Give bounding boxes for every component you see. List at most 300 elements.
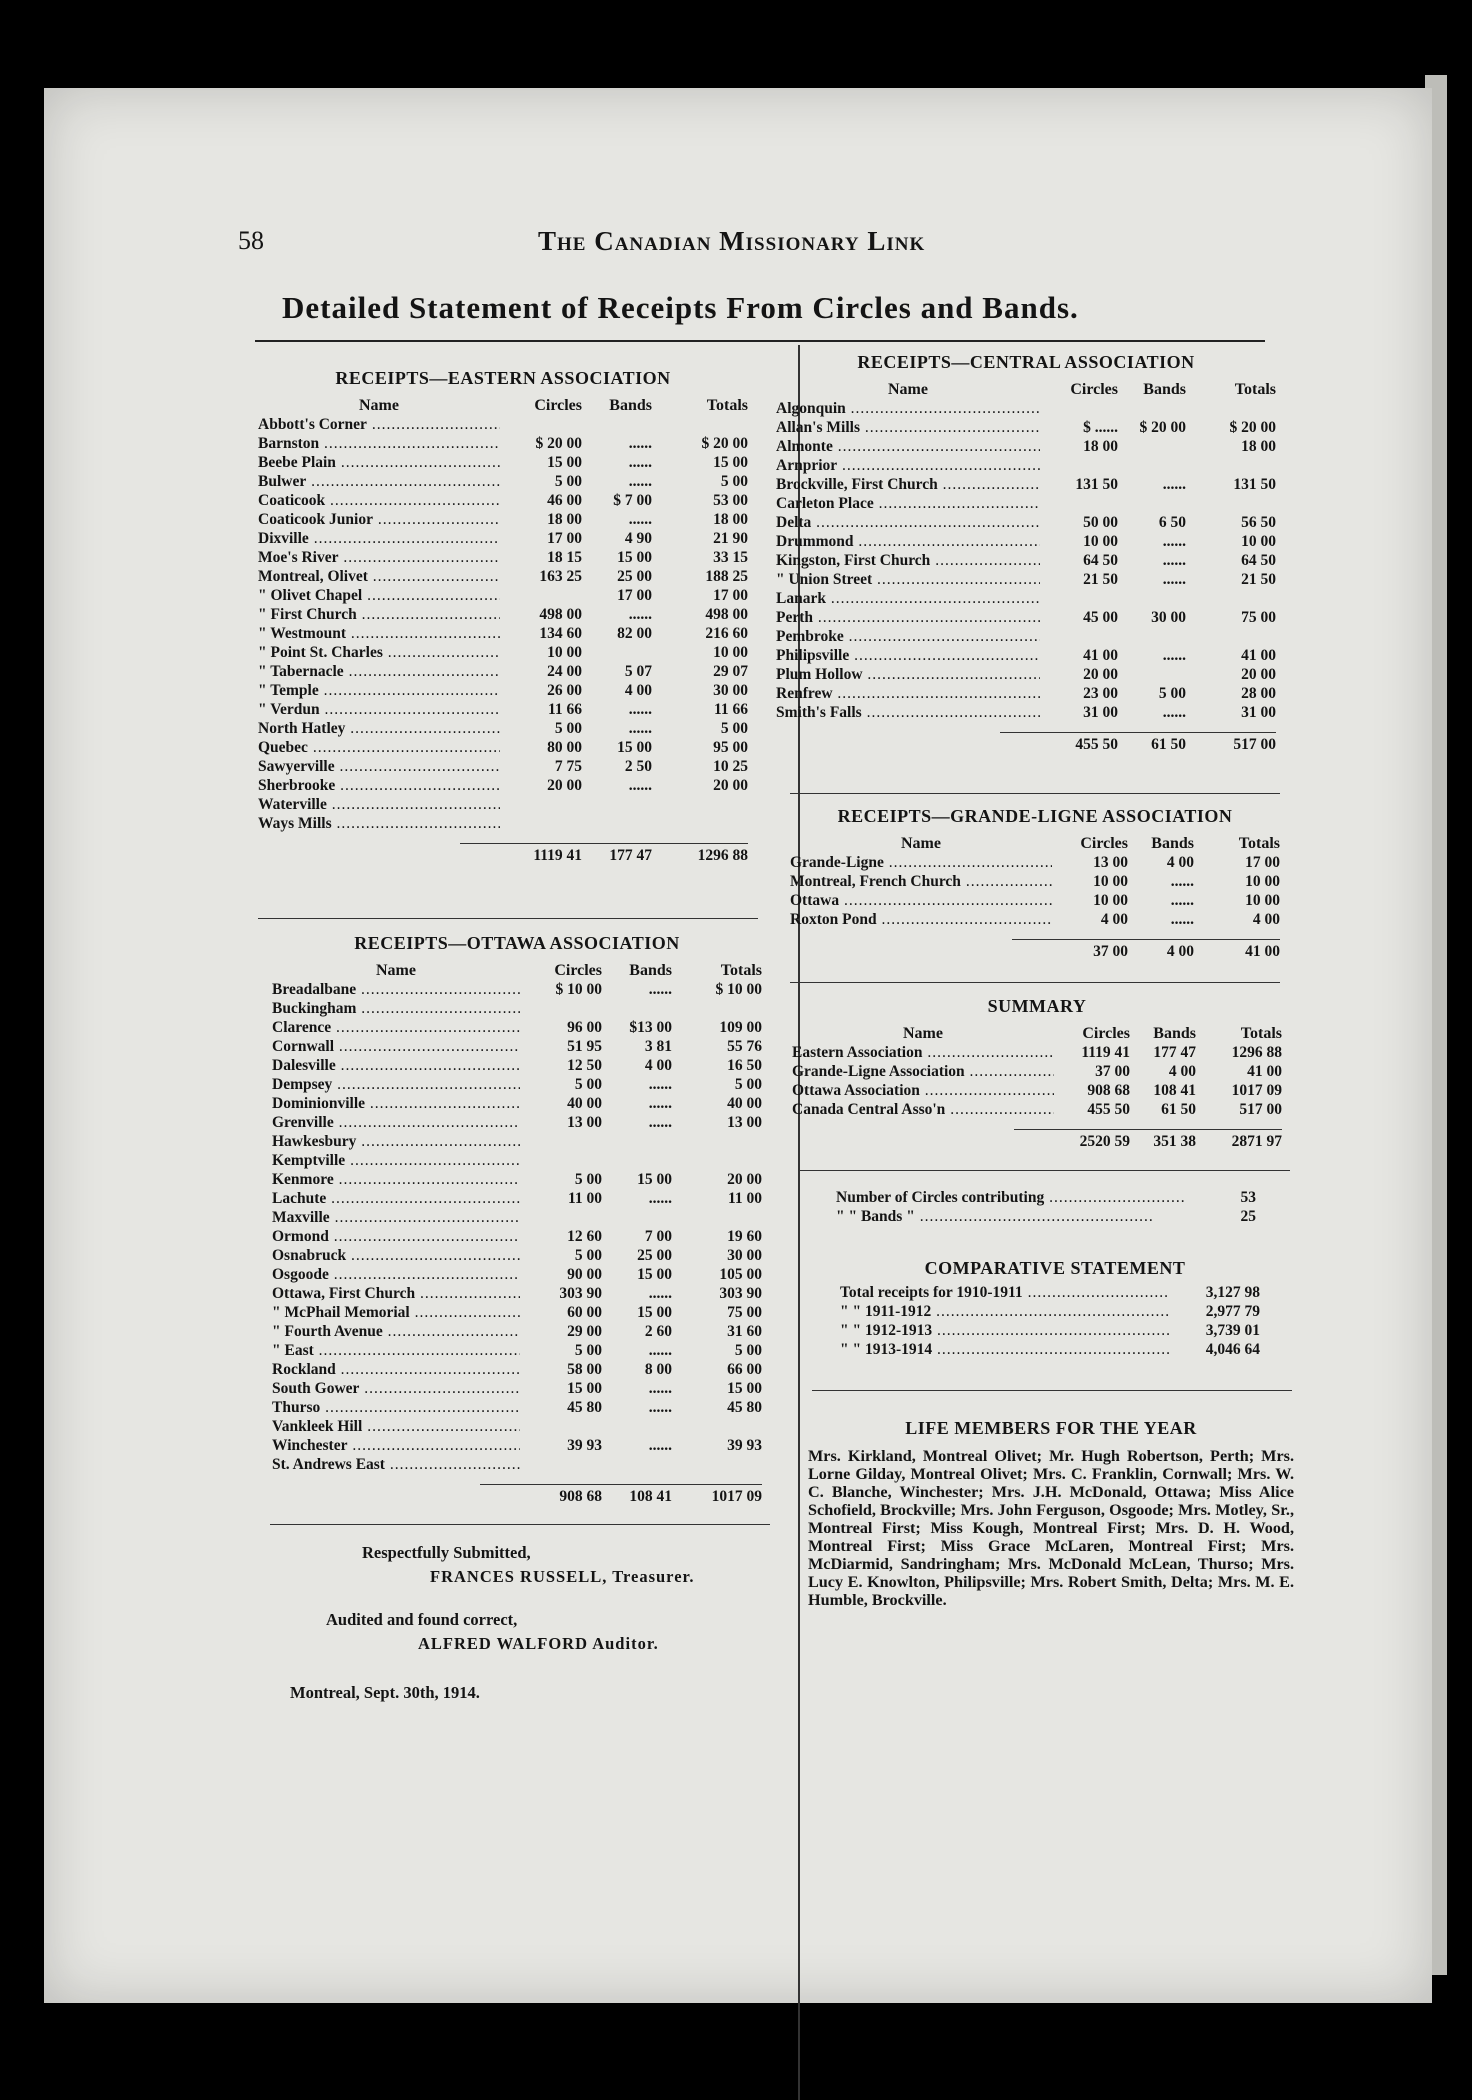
row-amount: 11 66 — [713, 701, 748, 718]
row-amount: 51 95 — [567, 1038, 602, 1055]
row-amount — [602, 1455, 672, 1474]
row-amount: ...... — [648, 1114, 672, 1131]
table-header — [272, 958, 762, 980]
table-row — [258, 586, 748, 605]
table-row — [776, 437, 1276, 456]
audited-line: Audited and found correct, — [326, 1610, 518, 1629]
row-amount: $ 10 00 — [555, 981, 602, 998]
row-amount: ...... — [648, 1285, 672, 1302]
table-row — [258, 434, 748, 453]
row-amount: ...... — [1162, 533, 1186, 550]
table-row — [272, 1018, 762, 1037]
total-amount: 517 00 — [1233, 736, 1276, 753]
table-row — [272, 1189, 762, 1208]
column-header: Name — [901, 835, 941, 852]
row-amount: ...... — [648, 1342, 672, 1359]
row-amount: 109 00 — [719, 1019, 762, 1036]
table-row — [258, 491, 748, 510]
row-name: Barnston ..... — [258, 434, 500, 453]
row-amount: 216 60 — [705, 625, 748, 642]
row-amount: 5 00 — [574, 1076, 602, 1093]
row-amount — [652, 415, 748, 434]
row-name: Dominionville ..... — [272, 1094, 520, 1113]
total-amount: 4 00 — [1166, 943, 1194, 960]
row-amount: ...... — [1162, 476, 1186, 493]
row-amount: 4 90 — [624, 530, 652, 547]
table-row — [776, 627, 1276, 646]
row-amount: 40 00 — [727, 1095, 762, 1112]
section-rule — [258, 918, 758, 919]
table-row — [790, 872, 1280, 891]
comparative-row — [840, 1302, 1270, 1321]
row-name: Perth ..... — [776, 608, 1040, 627]
row-amount: ...... — [1162, 552, 1186, 569]
row-amount: 90 00 — [567, 1266, 602, 1283]
table-row — [258, 624, 748, 643]
auditor-line: ALFRED WALFORD Auditor. — [418, 1634, 659, 1653]
row-name: Philipsville ..... — [776, 646, 1040, 665]
date-line: Montreal, Sept. 30th, 1914. — [290, 1683, 480, 1702]
table-row — [258, 605, 748, 624]
total-amount: 108 41 — [629, 1488, 672, 1505]
row-amount: 17 00 — [1245, 854, 1280, 871]
row-amount: 15 00 — [567, 1380, 602, 1397]
row-amount: 61 50 — [1161, 1101, 1196, 1118]
row-amount: $ 20 00 — [535, 435, 582, 452]
row-amount: 64 50 — [1241, 552, 1276, 569]
row-amount: $ 20 00 — [1229, 419, 1276, 436]
total-spacer — [258, 844, 500, 868]
circles-count-value: 53 — [1240, 1189, 1256, 1206]
table-row — [792, 1081, 1282, 1100]
row-amount: 45 00 — [1083, 609, 1118, 626]
comparative-statement — [840, 1258, 1270, 1359]
row-amount: 95 00 — [713, 739, 748, 756]
row-amount — [672, 1151, 762, 1170]
row-amount: 5 00 — [554, 720, 582, 737]
comparative-row — [840, 1321, 1270, 1340]
row-amount: 80 00 — [547, 739, 582, 756]
table-header — [790, 831, 1280, 853]
row-amount: 7 00 — [644, 1228, 672, 1245]
row-name: Ormond ..... — [272, 1227, 520, 1246]
row-amount: 21 90 — [713, 530, 748, 547]
row-name: Kingston, First Church ..... — [776, 551, 1040, 570]
row-amount: 131 50 — [1075, 476, 1118, 493]
row-amount: 20 00 — [713, 777, 748, 794]
row-amount: 10 00 — [1241, 533, 1276, 550]
table-row — [776, 418, 1276, 437]
row-amount: 15 00 — [727, 1380, 762, 1397]
row-amount: 498 00 — [539, 606, 582, 623]
row-amount: 5 00 — [720, 473, 748, 490]
table-row — [272, 1436, 762, 1455]
row-name: Renfrew ..... — [776, 684, 1040, 703]
total-amount: 1296 88 — [697, 847, 748, 864]
table-row — [272, 1056, 762, 1075]
row-name: Ottawa ..... — [790, 891, 1052, 910]
column-header: Circles — [554, 962, 602, 979]
row-amount: 10 00 — [547, 644, 582, 661]
table-row — [258, 757, 748, 776]
row-amount: 455 50 — [1087, 1101, 1130, 1118]
row-name: " Tabernacle ..... — [258, 662, 500, 681]
column-header: Name — [903, 1025, 943, 1042]
row-amount: 4 00 — [644, 1057, 672, 1074]
row-name: " First Church ..... — [258, 605, 500, 624]
row-amount: 18 00 — [1083, 438, 1118, 455]
table-row — [258, 567, 748, 586]
comparative-label: " " 1913-1914 ..... — [840, 1340, 1170, 1359]
circles-count-row — [836, 1188, 1266, 1207]
comparative-label: " " 1911-1912 ..... — [840, 1302, 1170, 1321]
row-amount — [500, 586, 582, 605]
section-rule — [800, 1170, 1290, 1171]
row-name: Arnprior ..... — [776, 456, 1040, 475]
row-name: Bulwer ..... — [258, 472, 500, 491]
row-amount: 29 00 — [567, 1323, 602, 1340]
section-rule — [270, 1524, 770, 1525]
table-row — [790, 853, 1280, 872]
running-header — [238, 226, 1238, 256]
table-header — [258, 393, 748, 415]
row-name: Carleton Place ..... — [776, 494, 1040, 513]
row-amount: 12 50 — [567, 1057, 602, 1074]
row-name: Cornwall ..... — [272, 1037, 520, 1056]
row-amount: 17 00 — [617, 587, 652, 604]
row-amount — [602, 999, 672, 1018]
row-amount: 517 00 — [1239, 1101, 1282, 1118]
central-association-table — [776, 352, 1276, 757]
row-amount: 39 93 — [727, 1437, 762, 1454]
table-row — [258, 510, 748, 529]
row-amount: 15 00 — [637, 1304, 672, 1321]
row-amount — [672, 1417, 762, 1436]
table-row — [258, 472, 748, 491]
table-row — [776, 608, 1276, 627]
row-amount: 303 90 — [559, 1285, 602, 1302]
total-amount: 41 00 — [1245, 943, 1280, 960]
row-amount: 24 00 — [547, 663, 582, 680]
row-amount: ...... — [628, 435, 652, 452]
row-amount: $ 20 00 — [1139, 419, 1186, 436]
row-amount — [1118, 437, 1186, 456]
total-amount: 351 38 — [1153, 1133, 1196, 1150]
row-amount: 50 00 — [1083, 514, 1118, 531]
row-amount: 56 50 — [1241, 514, 1276, 531]
row-amount: 20 00 — [547, 777, 582, 794]
row-amount — [1118, 665, 1186, 684]
row-name: " Westmount ..... — [258, 624, 500, 643]
comparative-label: " " 1912-1913 ..... — [840, 1321, 1170, 1340]
total-amount: 37 00 — [1093, 943, 1128, 960]
row-amount: 15 00 — [617, 739, 652, 756]
row-amount: ...... — [1170, 911, 1194, 928]
row-amount — [652, 795, 748, 814]
row-name: North Hatley ..... — [258, 719, 500, 738]
row-amount: 75 00 — [1241, 609, 1276, 626]
row-amount: 41 00 — [1247, 1063, 1282, 1080]
row-amount: ...... — [628, 701, 652, 718]
row-amount: 19 60 — [727, 1228, 762, 1245]
row-name: Dalesville ..... — [272, 1056, 520, 1075]
total-amount: 61 50 — [1151, 736, 1186, 753]
row-name: Breadalbane ..... — [272, 980, 520, 999]
row-amount: 29 07 — [713, 663, 748, 680]
row-name: Thurso ..... — [272, 1398, 520, 1417]
row-name: Hawkesbury ..... — [272, 1132, 520, 1151]
table-row — [272, 1322, 762, 1341]
total-amount: 2520 59 — [1079, 1133, 1130, 1150]
table-row — [776, 532, 1276, 551]
row-name: Almonte ..... — [776, 437, 1040, 456]
row-amount: 8 00 — [644, 1361, 672, 1378]
summary-title: SUMMARY — [987, 996, 1087, 1016]
row-amount: ...... — [648, 1095, 672, 1112]
row-amount: 4 00 — [1100, 911, 1128, 928]
row-name: " Verdun ..... — [258, 700, 500, 719]
column-header: Circles — [1080, 835, 1128, 852]
row-name: Grande-Ligne Association ..... — [792, 1062, 1054, 1081]
table-row — [790, 910, 1280, 929]
total-row — [258, 844, 748, 868]
row-name: Coaticook Junior ..... — [258, 510, 500, 529]
row-name: Coaticook ..... — [258, 491, 500, 510]
row-name: Ottawa Association ..... — [792, 1081, 1054, 1100]
row-name: Montreal, Olivet ..... — [258, 567, 500, 586]
column-header: Totals — [1234, 381, 1276, 398]
table-row — [776, 665, 1276, 684]
row-amount: 13 00 — [567, 1114, 602, 1131]
total-amount: 177 47 — [609, 847, 652, 864]
row-name: Buckingham ..... — [272, 999, 520, 1018]
column-header: Bands — [629, 962, 672, 979]
row-name: Vankleek Hill ..... — [272, 1417, 520, 1436]
table-row — [258, 548, 748, 567]
row-amount: 58 00 — [567, 1361, 602, 1378]
table-row — [258, 700, 748, 719]
row-amount: ...... — [648, 1399, 672, 1416]
total-amount: 1119 41 — [533, 847, 582, 864]
row-amount: ...... — [1162, 647, 1186, 664]
row-amount: 16 50 — [727, 1057, 762, 1074]
row-amount — [500, 415, 582, 434]
row-amount: 1119 41 — [1081, 1044, 1130, 1061]
row-name: " Union Street ..... — [776, 570, 1040, 589]
column-header: Circles — [1070, 381, 1118, 398]
row-amount — [1118, 494, 1186, 513]
table-row — [776, 703, 1276, 722]
comparative-amount: 3,127 98 — [1205, 1284, 1260, 1301]
table-row — [272, 1265, 762, 1284]
main-title: Detailed Statement of Receipts From Circles and Bands. — [282, 290, 1079, 325]
row-amount: ...... — [648, 1380, 672, 1397]
row-amount: 53 00 — [713, 492, 748, 509]
row-amount: $ ...... — [1083, 419, 1118, 436]
row-amount — [1040, 589, 1118, 608]
row-amount: 41 00 — [1241, 647, 1276, 664]
table-header — [776, 377, 1276, 399]
section-rule — [790, 982, 1280, 983]
row-name: Dempsey ..... — [272, 1075, 520, 1094]
bands-count-row — [836, 1207, 1266, 1226]
row-name: Drummond ..... — [776, 532, 1040, 551]
row-amount: 13 00 — [1093, 854, 1128, 871]
table-row — [272, 1075, 762, 1094]
row-amount: 10 00 — [1245, 873, 1280, 890]
row-name: Smith's Falls ..... — [776, 703, 1040, 722]
row-amount — [672, 1455, 762, 1474]
row-amount: 4 00 — [624, 682, 652, 699]
table-row — [776, 684, 1276, 703]
title-rule — [255, 340, 1265, 342]
row-amount — [582, 795, 652, 814]
comparative-row — [840, 1283, 1270, 1302]
row-amount: 4 00 — [1166, 854, 1194, 871]
row-amount: 40 00 — [567, 1095, 602, 1112]
total-row — [792, 1130, 1282, 1154]
row-amount: 908 68 — [1087, 1082, 1130, 1099]
row-name: " Fourth Avenue ..... — [272, 1322, 520, 1341]
table-row — [272, 1303, 762, 1322]
row-name: " Olivet Chapel ..... — [258, 586, 500, 605]
row-amount — [1186, 627, 1276, 646]
row-amount: 96 00 — [567, 1019, 602, 1036]
table-row — [272, 1132, 762, 1151]
row-amount: 3 81 — [644, 1038, 672, 1055]
row-amount: 2 60 — [644, 1323, 672, 1340]
row-amount: 5 07 — [624, 663, 652, 680]
table-row — [272, 1455, 762, 1474]
table-row — [272, 1398, 762, 1417]
row-name: Maxville ..... — [272, 1208, 520, 1227]
submitted-line: Respectfully Submitted, — [362, 1543, 531, 1562]
row-amount — [520, 1455, 602, 1474]
table-row — [776, 494, 1276, 513]
row-amount: 26 00 — [547, 682, 582, 699]
table-row — [258, 814, 748, 833]
table-row — [272, 1284, 762, 1303]
bands-count-label: " " Bands " ..... — [836, 1207, 1186, 1226]
row-amount: 5 00 — [574, 1342, 602, 1359]
table-row — [776, 456, 1276, 475]
table-row — [272, 1208, 762, 1227]
table-row — [776, 475, 1276, 494]
row-amount: ...... — [1162, 571, 1186, 588]
table-row — [272, 1113, 762, 1132]
total-amount: 908 68 — [559, 1488, 602, 1505]
row-amount: 10 00 — [1083, 533, 1118, 550]
row-name: " East ..... — [272, 1341, 520, 1360]
table-row — [258, 776, 748, 795]
row-name: Canada Central Asso'n ..... — [792, 1100, 1054, 1119]
row-amount: 7 75 — [554, 758, 582, 775]
row-amount: ...... — [628, 606, 652, 623]
table-row — [272, 1094, 762, 1113]
table-row — [790, 891, 1280, 910]
table-row — [258, 453, 748, 472]
row-amount: 82 00 — [617, 625, 652, 642]
row-amount: ...... — [628, 454, 652, 471]
eastern-association-table — [258, 368, 748, 868]
row-name: Osgoode ..... — [272, 1265, 520, 1284]
row-amount: 33 15 — [713, 549, 748, 566]
row-amount: 177 47 — [1153, 1044, 1196, 1061]
row-name: Winchester ..... — [272, 1436, 520, 1455]
page-number: 58 — [238, 226, 264, 255]
table-row — [776, 513, 1276, 532]
row-amount: $ 20 00 — [701, 435, 748, 452]
column-header: Totals — [706, 397, 748, 414]
counts-block — [836, 1188, 1266, 1226]
row-amount: 18 00 — [713, 511, 748, 528]
row-name: Brockville, First Church ..... — [776, 475, 1040, 494]
table-row — [792, 1043, 1282, 1062]
column-header: Name — [888, 381, 928, 398]
row-amount — [652, 814, 748, 833]
table-row — [792, 1100, 1282, 1119]
row-name: Ways Mills ..... — [258, 814, 500, 833]
row-name: Sawyerville ..... — [258, 757, 500, 776]
table-row — [272, 1227, 762, 1246]
comparative-title: COMPARATIVE STATEMENT — [924, 1258, 1186, 1278]
total-spacer — [792, 1130, 1054, 1154]
table-row — [272, 1360, 762, 1379]
row-amount: 18 00 — [1241, 438, 1276, 455]
comparative-amount: 2,977 79 — [1205, 1303, 1260, 1320]
row-amount: 20 00 — [1083, 666, 1118, 683]
ottawa-title: RECEIPTS—OTTAWA ASSOCIATION — [354, 933, 680, 953]
row-name: Beebe Plain ..... — [258, 453, 500, 472]
row-amount: ...... — [648, 1076, 672, 1093]
row-amount: $13 00 — [629, 1019, 672, 1036]
total-amount: 2871 97 — [1231, 1133, 1282, 1150]
row-amount — [520, 1132, 602, 1151]
grande-ligne-association-table — [790, 806, 1280, 964]
row-amount — [582, 415, 652, 434]
table-row — [272, 980, 762, 999]
row-name: Rockland ..... — [272, 1360, 520, 1379]
row-amount — [1186, 494, 1276, 513]
row-amount: $ 10 00 — [715, 981, 762, 998]
row-amount — [1040, 399, 1118, 418]
row-name: Dixville ..... — [258, 529, 500, 548]
row-amount: 15 00 — [637, 1171, 672, 1188]
row-amount: 25 00 — [617, 568, 652, 585]
table-row — [776, 646, 1276, 665]
bands-count-value: 25 — [1240, 1208, 1256, 1225]
row-amount: ...... — [628, 777, 652, 794]
row-amount: 12 60 — [567, 1228, 602, 1245]
row-amount: 108 41 — [1153, 1082, 1196, 1099]
row-amount: 188 25 — [705, 568, 748, 585]
row-name: " McPhail Memorial ..... — [272, 1303, 520, 1322]
table-header — [792, 1021, 1282, 1043]
row-amount — [520, 1208, 602, 1227]
row-amount: 15 00 — [547, 454, 582, 471]
row-amount: 21 50 — [1241, 571, 1276, 588]
row-amount — [1040, 456, 1118, 475]
row-name: St. Andrews East ..... — [272, 1455, 520, 1474]
row-amount: 5 00 — [574, 1171, 602, 1188]
total-spacer — [272, 1485, 520, 1509]
row-amount: 5 00 — [554, 473, 582, 490]
row-amount — [582, 814, 652, 833]
row-amount: 10 25 — [713, 758, 748, 775]
row-amount: 18 00 — [547, 511, 582, 528]
row-amount: 5 00 — [574, 1247, 602, 1264]
row-amount: 10 00 — [1093, 873, 1128, 890]
